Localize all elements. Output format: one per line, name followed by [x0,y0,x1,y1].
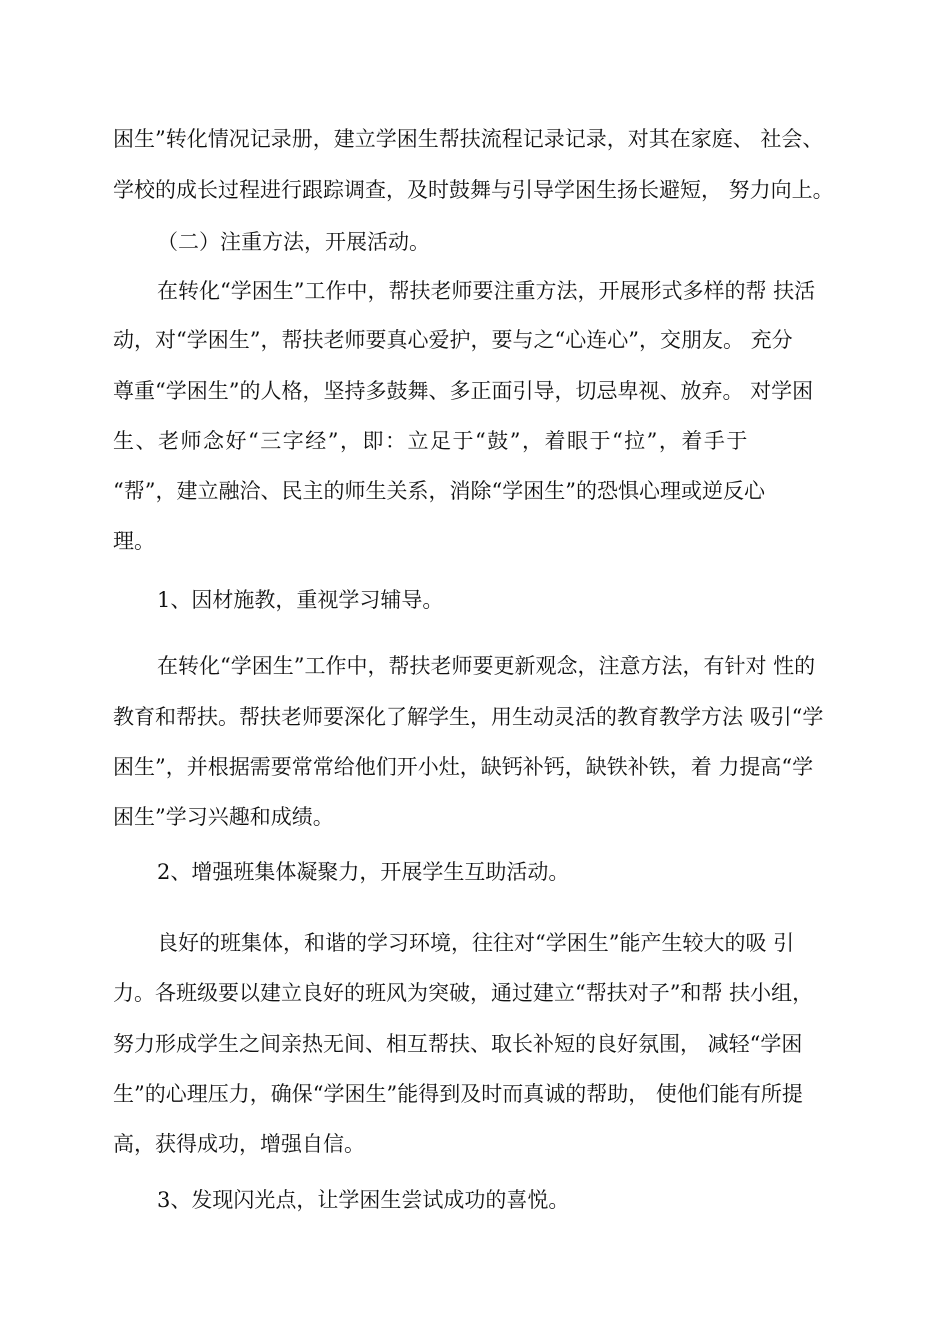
para2-line6: 理。 [113,529,155,553]
para2-line4: 生、老师念好“三字经”，即：立足于“鼓”，着眼于“拉”，着手于 [113,429,749,453]
list-item-2: 2、增强班集体凝聚力，开展学生互助活动。 [157,860,570,884]
para2-line1: 在转化“学困生”工作中，帮扶老师要注重方法，开展形式多样的帮 扶活 [157,279,816,303]
para3-line2: 教育和帮扶。帮扶老师要深化了解学生，用生动灵活的教育教学方法 吸引“学 [113,705,824,729]
list-item-3: 3、发现闪光点，让学困生尝试成功的喜悦。 [157,1188,570,1212]
para2-line5: “帮”，建立融洽、民主的师生关系，消除“学困生”的恐惧心理或逆反心 [113,479,765,503]
para1-line2: 学校的成长过程进行跟踪调查，及时鼓舞与引导学困生扬长避短， 努力向上。 [113,178,834,202]
para4-line3: 努力形成学生之间亲热无间、相互帮扶、取长补短的良好氛围， 减轻“学困 [113,1032,803,1056]
para3-line4: 困生”学习兴趣和成绩。 [113,805,334,829]
para3-line1: 在转化“学困生”工作中，帮扶老师要更新观念，注意方法，有针对 性的 [157,654,816,678]
para2-line3: 尊重“学困生”的人格，坚持多鼓舞、多正面引导，切忌卑视、放弃。 对学困 [113,379,814,403]
section-heading-2: （二）注重方法，开展活动。 [157,230,430,254]
para3-line3: 困生”，并根据需要常常给他们开小灶，缺钙补钙，缺铁补铁，着 力提高“学 [113,755,814,779]
para1-line1: 困生”转化情况记录册，建立学困生帮扶流程记录记录，对其在家庭、 社会、 [113,127,824,151]
para2-line2: 动，对“学困生”，帮扶老师要真心爱护，要与之“心连心”，交朋友。 充分 [113,328,793,352]
para4-line2: 力。各班级要以建立良好的班风为突破，通过建立“帮扶对子”和帮 扶小组， [113,981,814,1005]
para4-line1: 良好的班集体，和谐的学习环境，往往对“学困生”能产生较大的吸 引 [157,931,795,955]
para4-line5: 高，获得成功，增强自信。 [113,1132,365,1156]
para4-line4: 生”的心理压力，确保“学困生”能得到及时而真诚的帮助， 使他们能有所提 [113,1082,803,1106]
list-item-1: 1、因材施教，重视学习辅导。 [157,588,444,612]
